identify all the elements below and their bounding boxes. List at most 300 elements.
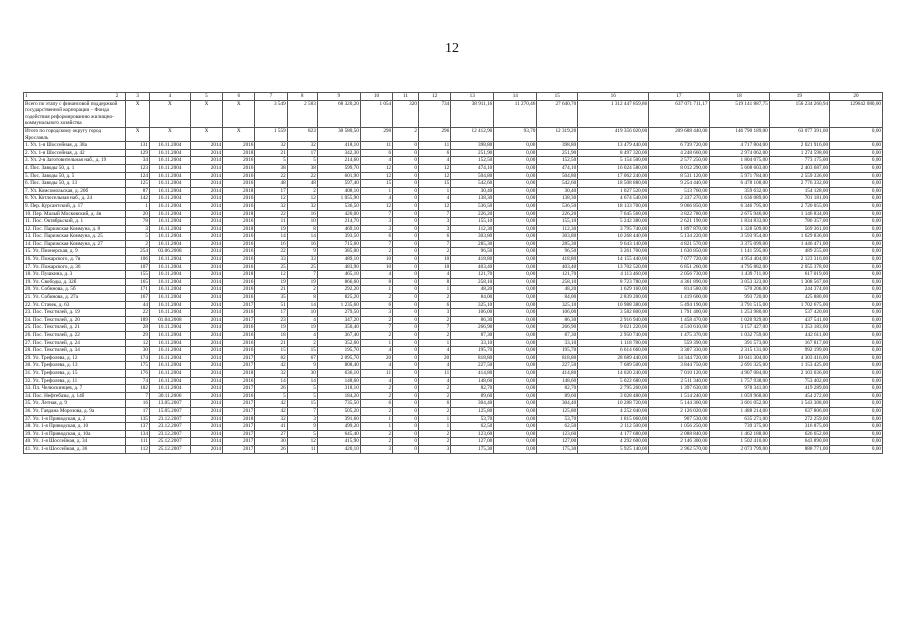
table-cell: 1 (418, 415, 450, 423)
table-cell: 3 582 800,00 (578, 309, 649, 317)
table-cell: 1 630 850,00 (649, 248, 709, 256)
table-cell: 3 (287, 415, 317, 423)
table-cell: 131 (126, 142, 150, 150)
table-cell: 12 (287, 438, 317, 446)
table-cell: 320 (393, 100, 419, 127)
table-cell: 1 (418, 187, 450, 195)
table-cell: 739 375,00 (709, 423, 769, 431)
table-cell: 30.11.2006 (149, 392, 190, 400)
table-cell: 9 (287, 362, 317, 370)
table-cell: 4 292 600,00 (578, 438, 649, 446)
table-cell: 6 (360, 233, 392, 241)
table-cell: 14 155 440,00 (578, 256, 649, 264)
table-cell: 106 (126, 256, 150, 264)
table-cell: 292,20 (317, 286, 360, 294)
table-cell: 0,00 (830, 263, 883, 271)
table-cell: 134 (126, 430, 150, 438)
header-label: 1 (25, 93, 28, 99)
row-label-cell: 39. Ул. 1-я Приводская, д. 10а (24, 430, 126, 438)
table-cell: 25.12.2007 (149, 445, 190, 453)
table-cell: 1 446 471,00 (769, 240, 829, 248)
header-cell: 7 (255, 93, 287, 101)
table-cell: 16.11.2004 (149, 157, 190, 165)
table-cell: 2014 (190, 316, 222, 324)
table-cell: 01.04.2008 (149, 316, 190, 324)
table-cell: 0 (393, 149, 419, 157)
table-cell: 391,60 (317, 415, 360, 423)
table-cell: 125,80 (537, 407, 578, 415)
table-cell: 0,00 (494, 286, 537, 294)
table-cell: 17 (255, 309, 287, 317)
table-cell: 3 (418, 225, 450, 233)
table-row (24, 157, 883, 165)
table-cell: 0,00 (494, 339, 537, 347)
table-cell: 6 (360, 149, 392, 157)
header-cell: 8 (287, 93, 317, 101)
row-label-cell: 2. Ул. 1-я Шоссейная, д. 42 (24, 149, 126, 157)
table-cell: 53,70 (537, 415, 578, 423)
table-cell: 18 (255, 332, 287, 340)
table-cell: 414,80 (451, 369, 494, 377)
table-cell: 2 103 036,00 (769, 369, 829, 377)
table-cell: 41 (255, 423, 287, 431)
table-cell: 1 (360, 187, 392, 195)
table-cell: 0,00 (830, 294, 883, 302)
table-cell: 0 (393, 271, 419, 279)
table-cell: 542,60 (451, 180, 494, 188)
table-cell: 0,00 (830, 430, 883, 438)
table-cell: 16.11.2004 (149, 263, 190, 271)
table-cell: 16.11.2004 (149, 172, 190, 180)
table-cell: 3 053 323,00 (709, 278, 769, 286)
table-cell: 9 643 140,00 (578, 240, 649, 248)
table-cell: X (223, 100, 255, 127)
table-cell: 1 514 240,00 (649, 392, 709, 400)
table-cell: 266,90 (537, 324, 578, 332)
row-label-cell: Всего по этапу с финансовой поддержкой государственной корпорации – Фонда содействия реформированию жилищно-коммунального хозяйства (24, 100, 126, 127)
table-cell: 643 890,00 (769, 438, 829, 446)
table-cell: 0,00 (830, 438, 883, 446)
table-cell: 2014 (190, 347, 222, 355)
table-cell: 155 (126, 271, 150, 279)
table-cell: 418,80 (451, 256, 494, 264)
table-cell: 112 (126, 445, 150, 453)
table-cell: 0 (393, 233, 419, 241)
table-cell: 258,10 (451, 278, 494, 286)
table-cell: 135 (126, 415, 150, 423)
table-cell: 1 054 (360, 100, 392, 127)
table-cell: 2016 (223, 202, 255, 210)
table-cell: 146 790 189,00 (709, 127, 769, 141)
table-cell: 23.12.2007 (149, 423, 190, 431)
table-cell: 3 (126, 225, 150, 233)
table-cell: 2 916 940,00 (578, 316, 649, 324)
table-cell: 38 (255, 164, 287, 172)
table-cell: 0,00 (830, 332, 883, 340)
table-cell: 174 (126, 354, 150, 362)
table-cell: 403,40 (451, 263, 494, 271)
table-cell: 635 271,00 (709, 415, 769, 423)
table-cell: 1 419 600,00 (649, 294, 709, 302)
table-cell: 2014 (190, 339, 222, 347)
table-cell: 489,10 (317, 256, 360, 264)
table-cell: 2 (360, 407, 392, 415)
table-row (24, 415, 883, 423)
table-row (24, 377, 883, 385)
table-cell: 107 (126, 263, 150, 271)
table-cell: 123,60 (451, 430, 494, 438)
table-cell: 818,80 (451, 354, 494, 362)
table-cell: 226,20 (537, 210, 578, 218)
table-cell: 227,50 (537, 362, 578, 370)
row-label-cell: 34. Пос. Нефтебазы, д. 14б (24, 392, 126, 400)
table-cell: 209 688 440,00 (649, 127, 709, 141)
table-cell: 138,30 (537, 195, 578, 203)
table-cell: 16.11.2004 (149, 385, 190, 393)
table-cell: 10 288 720,00 (578, 400, 649, 408)
table-cell: 1 (418, 286, 450, 294)
table-cell: 992 199,00 (769, 347, 829, 355)
row-label-cell: 33. Пл. Челюскинцев, д. 7 (24, 385, 126, 393)
row-label-cell: 32. Ул. Трефолева, д. 11 (24, 377, 126, 385)
table-cell: 1 439 711,00 (709, 271, 769, 279)
table-cell: 569 361,00 (769, 225, 829, 233)
table-row (24, 142, 883, 150)
table-cell: 6 (418, 149, 450, 157)
table-cell: 0 (393, 324, 419, 332)
table-cell: 2017 (223, 445, 255, 453)
header-cell: 15 (537, 93, 578, 101)
table-cell: 0,00 (830, 180, 883, 188)
table-cell: 1 629 836,00 (769, 233, 829, 241)
table-cell: 304,40 (451, 400, 494, 408)
table-cell: 2014 (190, 263, 222, 271)
table-cell: 16.11.2004 (149, 149, 190, 157)
row-label-cell: 25. Пос. Текстилей, д. 21 (24, 324, 126, 332)
table-cell: 1 791 400,00 (649, 309, 709, 317)
table-cell: 1 629 160,00 (578, 286, 649, 294)
table-cell: 601,90 (317, 172, 360, 180)
table-cell: 22 (255, 248, 287, 256)
row-label-cell: 36. Ул. Гавдана Морозова, д. 9а (24, 407, 126, 415)
table-cell: 469,10 (317, 225, 360, 233)
table-cell: 2018 (223, 225, 255, 233)
table-cell: 637 806,00 (769, 407, 829, 415)
table-row (24, 316, 883, 324)
table-cell: 12 412,90 (451, 127, 494, 141)
table-row (24, 195, 883, 203)
table-cell: 2 (360, 294, 392, 302)
table-cell: 2 088 840,00 (649, 430, 709, 438)
table-cell: 419 289,00 (769, 385, 829, 393)
table-cell: 03.06.2008 (149, 248, 190, 256)
table-cell: 2014 (190, 210, 222, 218)
table-cell: 32 (287, 142, 317, 150)
table-cell: 418,10 (317, 142, 360, 150)
table-cell: 15 (360, 180, 392, 188)
table-cell: 415,90 (317, 438, 360, 446)
table-cell: 4 (418, 271, 450, 279)
table-cell: 866,60 (317, 278, 360, 286)
row-label-cell: 13. Пос. Парижская Коммуна, д. 25 (24, 233, 126, 241)
table-cell: 2016 (223, 180, 255, 188)
table-cell: 442 611,00 (769, 332, 829, 340)
table-cell: 21 (255, 339, 287, 347)
row-label-cell: 4. Пос. Заводы 50, д. 1 (24, 164, 126, 172)
table-cell: 16.11.2004 (149, 142, 190, 150)
table-cell: 888 771,00 (769, 445, 829, 453)
table-cell: 8 (360, 278, 392, 286)
table-cell: 5 (255, 392, 287, 400)
table-row (24, 392, 883, 400)
table-cell: 0,00 (830, 339, 883, 347)
table-cell: 10 (360, 256, 392, 264)
row-label-cell: 6. Пос. Заводы 50, д. 13 (24, 180, 126, 188)
table-cell: 123,60 (537, 430, 578, 438)
housing-relocation-table (23, 92, 883, 454)
table-cell: 505,20 (317, 407, 360, 415)
table-cell: 125,80 (451, 407, 494, 415)
table-cell: 3 549 (255, 100, 287, 127)
table-cell: 2014 (190, 294, 222, 302)
table-cell: 42 (255, 407, 287, 415)
table-cell: 155,10 (451, 218, 494, 226)
table-cell: 22 (126, 309, 150, 317)
table-cell: 2014 (190, 180, 222, 188)
table-cell: 296 (418, 127, 450, 141)
table-cell: 89,60 (451, 392, 494, 400)
table-cell: 127,00 (537, 438, 578, 446)
table-cell: 16 (255, 240, 287, 248)
table-cell: 0 (393, 415, 419, 423)
table-cell: 16.11.2004 (149, 195, 190, 203)
row-label-cell: 21. Ул. Собинова, д. 27а (24, 294, 126, 302)
table-cell: 7 645 560,00 (578, 210, 649, 218)
table-row (24, 339, 883, 347)
table-cell: 1 (360, 339, 392, 347)
table-cell: 735,50 (317, 400, 360, 408)
table-cell: 8 (287, 225, 317, 233)
table-cell: 42 (255, 400, 287, 408)
table-cell: 504,80 (537, 172, 578, 180)
table-cell: 16.11.2004 (149, 210, 190, 218)
table-cell: 0,00 (494, 142, 537, 150)
table-cell: 9 (287, 423, 317, 431)
table-cell: 20 (360, 354, 392, 362)
table-cell: 2 511 340,00 (649, 377, 709, 385)
table-cell: 0 (393, 157, 419, 165)
table-cell: 2014 (190, 385, 222, 393)
row-label-cell: 3. Ул. 2-я Заготовительная наб., д. 19 (24, 157, 126, 165)
table-cell: 2 776 332,00 (769, 180, 829, 188)
header-cell: 9 (317, 93, 360, 101)
table-cell: 1 804 075,00 (709, 157, 769, 165)
table-cell: 2016 (223, 172, 255, 180)
table-cell: 2 (418, 438, 450, 446)
table-cell: 2018 (223, 415, 255, 423)
table-cell: 2 073 799,00 (709, 445, 769, 453)
table-cell: 21 (255, 149, 287, 157)
table-cell: 195,70 (451, 347, 494, 355)
table-cell: 4 954 404,00 (709, 256, 769, 264)
table-cell: 1 (418, 423, 450, 431)
table-cell: 636,10 (317, 369, 360, 377)
table-cell: 325,10 (537, 301, 578, 309)
table-cell: 15 (287, 347, 317, 355)
table-cell: 28 689 440,00 (578, 354, 649, 362)
row-label-cell: 11. Пос. Октябрьский, д. 1 (24, 218, 126, 226)
table-cell: 33 (255, 256, 287, 264)
table-cell: 285,30 (451, 240, 494, 248)
table-cell: 0 (393, 195, 419, 203)
table-cell: 0 (393, 309, 419, 317)
table-cell: 84,00 (537, 294, 578, 302)
table-cell: 251,90 (451, 149, 494, 157)
table-cell: 2014 (190, 415, 222, 423)
table-cell: 2 (360, 392, 392, 400)
table-cell: 2017 (223, 385, 255, 393)
table-cell: 4 (360, 347, 392, 355)
table-cell: 2014 (190, 157, 222, 165)
table-cell: 2 720 055,00 (769, 202, 829, 210)
table-cell: 823 (287, 127, 317, 141)
table-row (24, 400, 883, 408)
table-cell: 32 (255, 369, 287, 377)
table-cell: 214,70 (317, 218, 360, 226)
table-cell: 184,20 (317, 392, 360, 400)
table-cell: 4 821 570,00 (649, 240, 709, 248)
table-cell: 0,00 (830, 392, 883, 400)
table-cell: 16.11.2004 (149, 354, 190, 362)
table-cell: 8 (418, 278, 450, 286)
table-cell: 0 (393, 354, 419, 362)
table-cell: 23 (255, 316, 287, 324)
table-cell: 504,80 (451, 172, 494, 180)
table-cell: 82 (255, 354, 287, 362)
table-cell: 408,10 (317, 187, 360, 195)
table-cell: 342,30 (317, 149, 360, 157)
table-cell: 2014 (190, 400, 222, 408)
table-cell: 4 (360, 195, 392, 203)
table-row (24, 438, 883, 446)
row-label-cell: 14. Пос. Парижская Коммуна, д. 27 (24, 240, 126, 248)
table-cell: 3 (360, 445, 392, 453)
table-cell: 465,10 (317, 271, 360, 279)
row-label-cell: 8. Ул. Котлосельная наб., д. 24 (24, 195, 126, 203)
table-cell: 0 (393, 332, 419, 340)
table-cell: 316 875,00 (769, 423, 829, 431)
table-cell: 272 259,00 (769, 415, 829, 423)
table-cell: 96,50 (537, 248, 578, 256)
table-cell: 30 (255, 438, 287, 446)
header-label: 2 (115, 93, 119, 99)
table-cell: 2014 (190, 438, 222, 446)
table-cell: 4 113 460,00 (578, 271, 649, 279)
table-cell: 8 723 780,00 (578, 278, 649, 286)
table-cell: 121,70 (537, 271, 578, 279)
table-cell: 15 (287, 400, 317, 408)
table-cell: 16.11.2004 (149, 180, 190, 188)
table-cell: 13.05.2007 (149, 400, 190, 408)
header-cell: 6 (223, 93, 255, 101)
table-cell: 1 897 870,00 (649, 225, 709, 233)
table-cell: 0,00 (830, 142, 883, 150)
table-cell: 4 (360, 362, 392, 370)
table-cell: 14 (287, 301, 317, 309)
table-cell: 0 (393, 423, 419, 431)
table-cell: 2 (393, 127, 419, 141)
table-cell: 1 462 188,00 (709, 430, 769, 438)
table-cell: 11 (287, 445, 317, 453)
table-cell: 499,20 (317, 423, 360, 431)
table-cell: 2016 (223, 392, 255, 400)
row-label-cell: Итого по городскому округу город Ярославль (24, 127, 126, 141)
table-cell: 30 580,50 (317, 127, 360, 141)
table-cell: 27 640,70 (537, 100, 578, 127)
table-cell: 0,00 (494, 430, 537, 438)
table-cell: 3 261 700,00 (578, 248, 649, 256)
table-cell: 112,30 (451, 225, 494, 233)
table-cell: 7 (418, 240, 450, 248)
table-cell: 2017 (223, 316, 255, 324)
table-cell: 16.11.2004 (149, 256, 190, 264)
table-cell: 4 (418, 347, 450, 355)
table-cell: 0,00 (830, 157, 883, 165)
table-cell: 16.11.2004 (149, 332, 190, 340)
table-cell: 86,30 (451, 316, 494, 324)
table-cell: 121,70 (451, 271, 494, 279)
header-cell: 12 (418, 93, 450, 101)
table-cell: 189 (126, 316, 150, 324)
table-cell: 0 (393, 407, 419, 415)
table-cell: 1 056 250,00 (649, 423, 709, 431)
table-cell: 2014 (190, 354, 222, 362)
table-cell: 0,00 (494, 362, 537, 370)
table-cell: 15.05.2007 (149, 407, 190, 415)
table-cell: 1 (418, 339, 450, 347)
table-cell: 12 (287, 195, 317, 203)
table-cell: 4 (287, 332, 317, 340)
table-cell: 0,00 (494, 218, 537, 226)
table-cell: 22 (287, 172, 317, 180)
table-cell: 2 (287, 286, 317, 294)
table-cell: 2 691 325,00 (709, 362, 769, 370)
table-cell: 1 146 834,00 (769, 210, 829, 218)
header-cell: 13 (451, 93, 494, 101)
table-cell: 0,00 (830, 149, 883, 157)
table-cell: 2 146 300,00 (649, 438, 709, 446)
table-cell: 3 (360, 225, 392, 233)
table-cell: 5 608 603,00 (709, 164, 769, 172)
table-cell: 1 834 833,00 (709, 218, 769, 226)
table-cell: 0 (393, 316, 419, 324)
table-cell: 42 (255, 362, 287, 370)
table-cell: 16.11.2004 (149, 301, 190, 309)
table-cell: 148,60 (317, 377, 360, 385)
table-cell: 148,60 (537, 377, 578, 385)
table-cell: 4 (418, 377, 450, 385)
table-cell: 6 346 795,00 (709, 202, 769, 210)
table-cell: 2 583 (287, 100, 317, 127)
header-cell: 10 (360, 93, 392, 101)
table-cell: 167 817,00 (769, 339, 829, 347)
table-cell: 0,00 (830, 316, 883, 324)
table-cell: 3 157 427,00 (709, 324, 769, 332)
table-cell: 11 (418, 142, 450, 150)
table-cell: 2014 (190, 164, 222, 172)
table-cell: 0,00 (830, 377, 883, 385)
table-cell: 12 (418, 164, 450, 172)
